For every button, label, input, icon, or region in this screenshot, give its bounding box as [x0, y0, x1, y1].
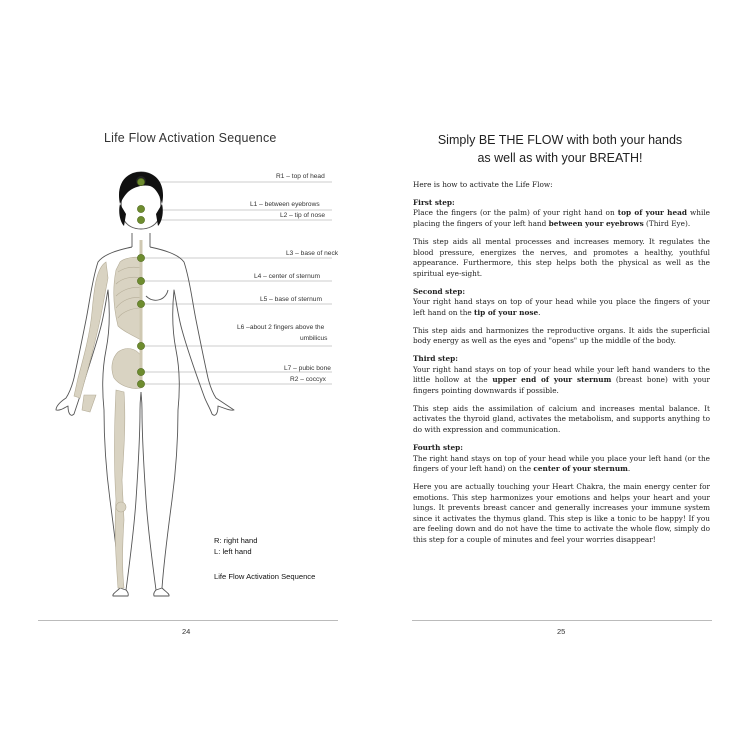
step-3-note: This step aids the assimilation of calcium and increases mental balance. It activates the thyroid gland, activates the metabolism, and supports anything to do with expression and communication.: [413, 403, 710, 435]
left-footer-rule: [38, 620, 338, 621]
instructions-body: [413, 180, 710, 553]
point-r2: [137, 380, 144, 387]
right-page-number: 25: [557, 627, 566, 636]
breast-right: [146, 290, 168, 300]
step-3-instruction: [413, 365, 710, 397]
step-1-bold-b: between your eyebrows: [548, 219, 644, 229]
label-l6-line2: umbilicus: [300, 335, 328, 342]
point-l1: [137, 205, 144, 212]
step-3-heading: Third step:: [413, 354, 458, 364]
step-1-note: This step aids all mental processes and increases memory. It regulates the blood pressure, energizes the nerves, and promotes a healthy, youthful appearance. Furthermore, this step helps both the physical as well as the spiritual eye-sight.: [413, 236, 710, 278]
step-1-text-b: while placing the fingers of your left hand: [413, 208, 710, 229]
step-1-text-a: Place the fingers (or the palm) of your right hand on: [413, 208, 618, 218]
point-l4: [137, 277, 144, 284]
step-4-text-b: .: [627, 464, 631, 474]
step-4-note: Here you are actually touching your Heart Chakra, the main energy center for emotions. This step harmonizes your emotions and helps your heart and your lungs. It prevents breast cancer and generally increases your immune system since it activates the thymus gland. This step is like a tonic to be happy! If you are feeling down and do not have the time to activate the whole flow, simply do this step for a couple of minutes and feel your worries disappear!: [413, 482, 710, 544]
right-page-title: [400, 131, 720, 167]
legend-right-hand: R: right hand: [214, 536, 258, 545]
step-2-text-b: .: [538, 307, 541, 317]
step-2-heading: Second step:: [413, 286, 466, 296]
step-4-instruction: [413, 454, 710, 475]
right-footer-rule: [412, 620, 712, 621]
step-3-text-b: (breast bone) with your fingers pointing downwards if possible.: [413, 375, 710, 395]
point-l7: [137, 368, 144, 375]
label-l1: L1 – between eyebrows: [250, 201, 320, 208]
label-l7: L7 – pubic bone: [284, 365, 331, 372]
step-1-text-c: (Third Eye).: [643, 219, 691, 229]
label-l5: L5 – base of sternum: [260, 296, 322, 303]
skeleton: [74, 257, 141, 588]
point-r1: [137, 178, 144, 185]
step-2-bold-a: tip of your nose: [474, 307, 539, 317]
left-page-number: 24: [182, 627, 191, 636]
step-1-bold-a: top of your head: [617, 208, 687, 218]
step-2-instruction: [413, 297, 710, 318]
legend-left-hand: L: left hand: [214, 547, 252, 556]
step-1-heading: First step:: [413, 197, 455, 207]
point-l6: [137, 342, 144, 349]
point-l2: [137, 216, 144, 223]
left-page-title: Life Flow Activation Sequence: [104, 131, 277, 145]
step-3-bold-a: upper end of your sternum: [492, 375, 612, 385]
legend-caption: Life Flow Activation Sequence: [214, 572, 316, 581]
label-r1: R1 – top of head: [276, 173, 325, 180]
label-l6-line1: L6 –about 2 fingers above the: [237, 324, 325, 331]
step-2-text-a: Your right hand stays on top of your head while you place the fingers of your left hand on the: [413, 297, 710, 317]
step-4-heading: Fourth step:: [413, 442, 463, 452]
intro-text: Here is how to activate the Life Flow:: [413, 180, 553, 189]
step-4-text-a: The right hand stays on top of your head while you place your left hand (or the fingers of your left hand) on the: [413, 453, 710, 474]
point-l5: [137, 300, 144, 307]
right-title-line-1: Simply BE THE FLOW with both your hands: [437, 133, 683, 147]
step-4-bold-a: center of your sternum: [533, 464, 628, 474]
step-1-instruction: [413, 208, 710, 229]
label-l3: L3 – base of neck: [286, 250, 339, 257]
point-l3: [137, 254, 144, 261]
right-title-line-2: as well as with your BREATH!: [477, 151, 643, 165]
label-l2: L2 – tip of nose: [280, 212, 326, 219]
label-l4: L4 – center of sternum: [254, 273, 320, 280]
step-3-text-a: Your right hand stays on top of your head while your left hand wanders to the little hollow at the: [413, 364, 710, 385]
step-2-note: This step aids and harmonizes the reproductive organs. It aids the superficial body energy as well as the eyes and "opens" up the middle of the body.: [413, 325, 710, 346]
label-r2: R2 – coccyx: [290, 376, 326, 383]
